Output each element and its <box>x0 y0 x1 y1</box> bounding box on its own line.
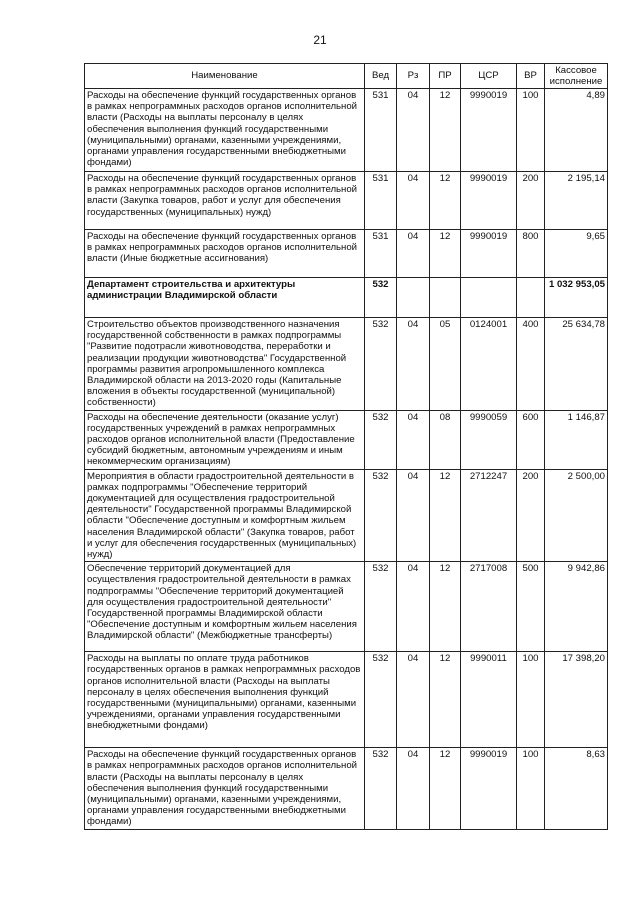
row-sum: 25 634,78 <box>545 318 608 411</box>
row-vr: 500 <box>517 562 545 652</box>
row-rz: 04 <box>397 748 430 829</box>
row-pr: 08 <box>430 410 461 469</box>
row-pr: 12 <box>430 172 461 230</box>
row-vr <box>517 278 545 318</box>
header-pr: ПР <box>430 64 461 89</box>
row-sum: 17 398,20 <box>545 652 608 748</box>
row-sum: 2 500,00 <box>545 469 608 562</box>
row-csr: 2712247 <box>461 469 517 562</box>
table-row <box>85 562 608 652</box>
row-ved: 532 <box>365 410 397 469</box>
row-csr: 2717008 <box>461 562 517 652</box>
row-pr: 12 <box>430 652 461 748</box>
header-vr: ВР <box>517 64 545 89</box>
row-vr: 100 <box>517 748 545 829</box>
row-vr: 200 <box>517 172 545 230</box>
row-ved: 532 <box>365 318 397 411</box>
row-pr: 12 <box>430 562 461 652</box>
table-row <box>85 172 608 230</box>
row-csr: 9990019 <box>461 172 517 230</box>
row-csr: 9990019 <box>461 748 517 829</box>
row-sum: 9,65 <box>545 230 608 278</box>
row-vr: 800 <box>517 230 545 278</box>
row-name: Мероприятия в области градостроительной деятельности в рамках подпрограммы "Обеспечение территорий документацией для осуществления градостроительной деятельности" Государственной программы Владимирской области "Обеспечение доступным и комфортным жильем населения Владимирской области" (Закупка товаров, работ и услуг для обеспечения государственных (муниципальных) нужд) <box>85 469 365 562</box>
table-row <box>85 410 608 469</box>
row-csr <box>461 278 517 318</box>
row-sum: 2 195,14 <box>545 172 608 230</box>
row-pr <box>430 278 461 318</box>
table-row <box>85 469 608 562</box>
row-ved: 532 <box>365 469 397 562</box>
row-pr: 12 <box>430 748 461 829</box>
table-row <box>85 278 608 318</box>
row-pr: 12 <box>430 469 461 562</box>
budget-table <box>84 63 608 830</box>
row-vr: 100 <box>517 652 545 748</box>
row-name: Департамент строительства и архитектуры администрации Владимирской области <box>85 278 365 318</box>
row-rz: 04 <box>397 230 430 278</box>
row-name: Расходы на выплаты по оплате труда работников государственных органов в рамках непрограммных расходов органов исполнительной власти (Расходы на выплаты персоналу в целях обеспечения выполнения функций государственными (муниципальными) органами, казенными учреждениями, органами управления государственными внебюджетными фондами) <box>85 652 365 748</box>
row-rz: 04 <box>397 469 430 562</box>
row-rz <box>397 278 430 318</box>
row-csr: 9990059 <box>461 410 517 469</box>
table-body <box>85 89 608 830</box>
table-row <box>85 89 608 172</box>
row-sum: 4,89 <box>545 89 608 172</box>
page-number: 21 <box>313 33 327 47</box>
row-pr: 05 <box>430 318 461 411</box>
row-ved: 532 <box>365 652 397 748</box>
row-name: Расходы на обеспечение функций государственных органов в рамках непрограммных расходов органов исполнительной власти (Закупка товаров, работ и услуг для обеспечения государственных (муниципальных) нужд) <box>85 172 365 230</box>
row-rz: 04 <box>397 562 430 652</box>
row-csr: 0124001 <box>461 318 517 411</box>
header-rz: Рз <box>397 64 430 89</box>
row-vr: 400 <box>517 318 545 411</box>
table-row <box>85 318 608 411</box>
row-name: Расходы на обеспечение деятельности (оказание услуг) государственных учреждений в рамках непрограммных расходов органов исполнительной власти (Предоставление субсидий бюджетным, автономным учреждениям и иным некоммерческим организациям) <box>85 410 365 469</box>
row-name: Расходы на обеспечение функций государственных органов в рамках непрограммных расходов органов исполнительной власти (Расходы на выплаты персоналу в целях обеспечения выполнения функций государственными (муниципальными) органами, казенными учреждениями, органами управления государственными внебюджетными фондами) <box>85 89 365 172</box>
row-sum: 8,63 <box>545 748 608 829</box>
row-ved: 531 <box>365 172 397 230</box>
row-ved: 532 <box>365 562 397 652</box>
table-row <box>85 652 608 748</box>
row-vr: 100 <box>517 89 545 172</box>
row-sum: 1 146,87 <box>545 410 608 469</box>
row-ved: 531 <box>365 230 397 278</box>
row-ved: 532 <box>365 748 397 829</box>
row-ved: 532 <box>365 278 397 318</box>
row-name: Строительство объектов производственного назначения государственной собственности в рамках подпрограммы "Развитие подотрасли животноводства, переработки и реализации продукции животноводства" Государственной программы развития агропромышленного комплекса Владимирской области на 2013-2020 годы (Капитальные вложения в объекты государственной (муниципальной) собственности) <box>85 318 365 411</box>
row-sum: 1 032 953,05 <box>545 278 608 318</box>
row-csr: 9990019 <box>461 89 517 172</box>
header-ved: Вед <box>365 64 397 89</box>
row-csr: 9990019 <box>461 230 517 278</box>
row-rz: 04 <box>397 89 430 172</box>
row-pr: 12 <box>430 89 461 172</box>
table-row <box>85 230 608 278</box>
row-ved: 531 <box>365 89 397 172</box>
row-name: Обеспечение территорий документацией для осуществления градостроительной деятельности в рамках подпрограммы "Обеспечение территорий документацией для осуществления градостроительной деятельности" Государственной программы Владимирской области "Обеспечение доступным и комфортным жильем населения Владимирской области" (Межбюджетные трансферты) <box>85 562 365 652</box>
row-rz: 04 <box>397 172 430 230</box>
row-rz: 04 <box>397 652 430 748</box>
row-csr: 9990011 <box>461 652 517 748</box>
header-name: Наименование <box>85 64 365 89</box>
row-vr: 200 <box>517 469 545 562</box>
row-sum: 9 942,86 <box>545 562 608 652</box>
row-name: Расходы на обеспечение функций государственных органов в рамках непрограммных расходов органов исполнительной власти (Расходы на выплаты персоналу в целях обеспечения выполнения функций государственными (муниципальными) органами, казенными учреждениями, органами управления государственными внебюджетными фондами) <box>85 748 365 829</box>
row-vr: 600 <box>517 410 545 469</box>
row-name: Расходы на обеспечение функций государственных органов в рамках непрограммных расходов органов исполнительной власти (Иные бюджетные ассигнования) <box>85 230 365 278</box>
row-rz: 04 <box>397 410 430 469</box>
row-rz: 04 <box>397 318 430 411</box>
header-csr: ЦСР <box>461 64 517 89</box>
table-row <box>85 748 608 829</box>
row-pr: 12 <box>430 230 461 278</box>
header-sum: Кассовое исполнение <box>545 64 608 89</box>
table-header-row <box>85 64 608 89</box>
